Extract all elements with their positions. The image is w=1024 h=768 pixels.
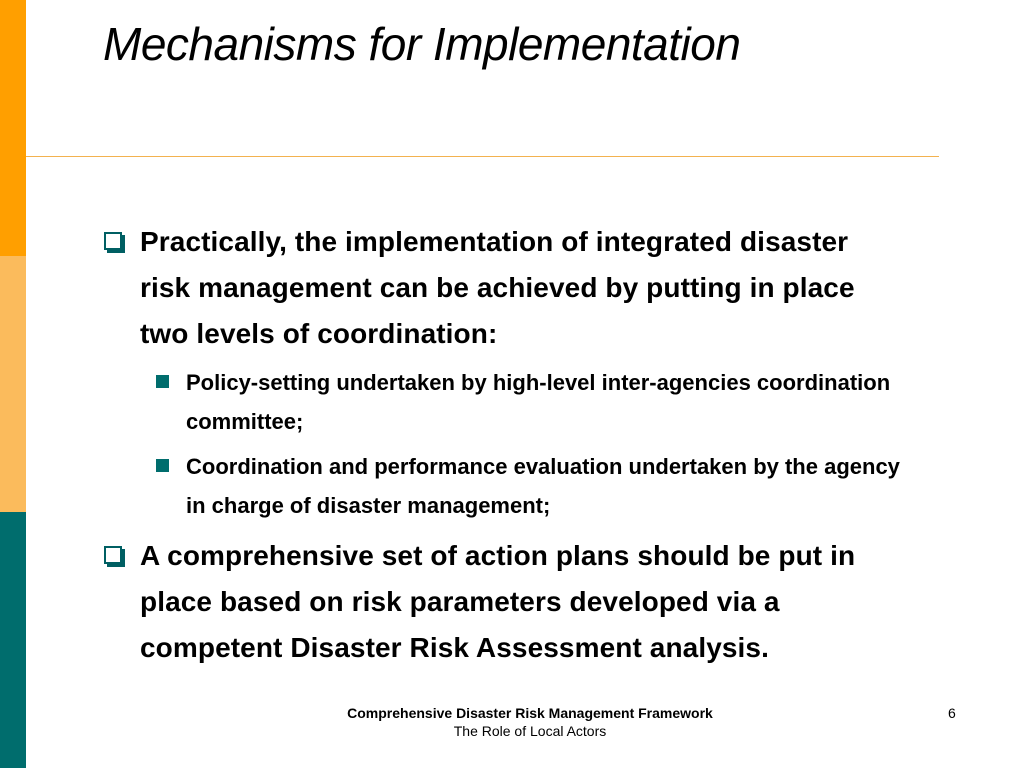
- bullet-item: [103, 533, 903, 671]
- sub-bullet-list: [103, 363, 903, 525]
- sub-bullet-text: Policy-setting undertaken by high-level inter-agencies coordination committee;: [186, 370, 891, 434]
- page-number: 6: [948, 705, 956, 721]
- slide-body: [103, 219, 903, 677]
- footer-title: Comprehensive Disaster Risk Management Framework: [347, 705, 713, 721]
- filled-square-bullet-icon: [156, 459, 169, 472]
- bullet-text: A comprehensive set of action plans should be put in place based on risk parameters developed via a competent Disaster Risk Assessment analysis.: [140, 540, 856, 663]
- slide-title: Mechanisms for Implementation: [103, 18, 741, 70]
- sub-bullet-item: [156, 363, 903, 441]
- bullet-item: [103, 219, 903, 357]
- hollow-square-bullet-icon: [104, 232, 122, 250]
- footer-subtitle: The Role of Local Actors: [453, 723, 607, 739]
- left-accent-bar-orange: [0, 0, 26, 256]
- left-accent-bar-light-orange: [0, 256, 26, 512]
- left-accent-bar-teal: [0, 512, 26, 768]
- sub-bullet-text: Coordination and performance evaluation undertaken by the agency in charge of disaster management;: [186, 454, 900, 518]
- title-divider: [26, 156, 939, 157]
- sub-bullet-item: [156, 447, 903, 525]
- filled-square-bullet-icon: [156, 375, 169, 388]
- slide-footer: [260, 705, 800, 740]
- hollow-square-bullet-icon: [104, 546, 122, 564]
- bullet-text: Practically, the implementation of integrated disaster risk management can be achieved by putting in place two levels of coordination:: [140, 226, 855, 349]
